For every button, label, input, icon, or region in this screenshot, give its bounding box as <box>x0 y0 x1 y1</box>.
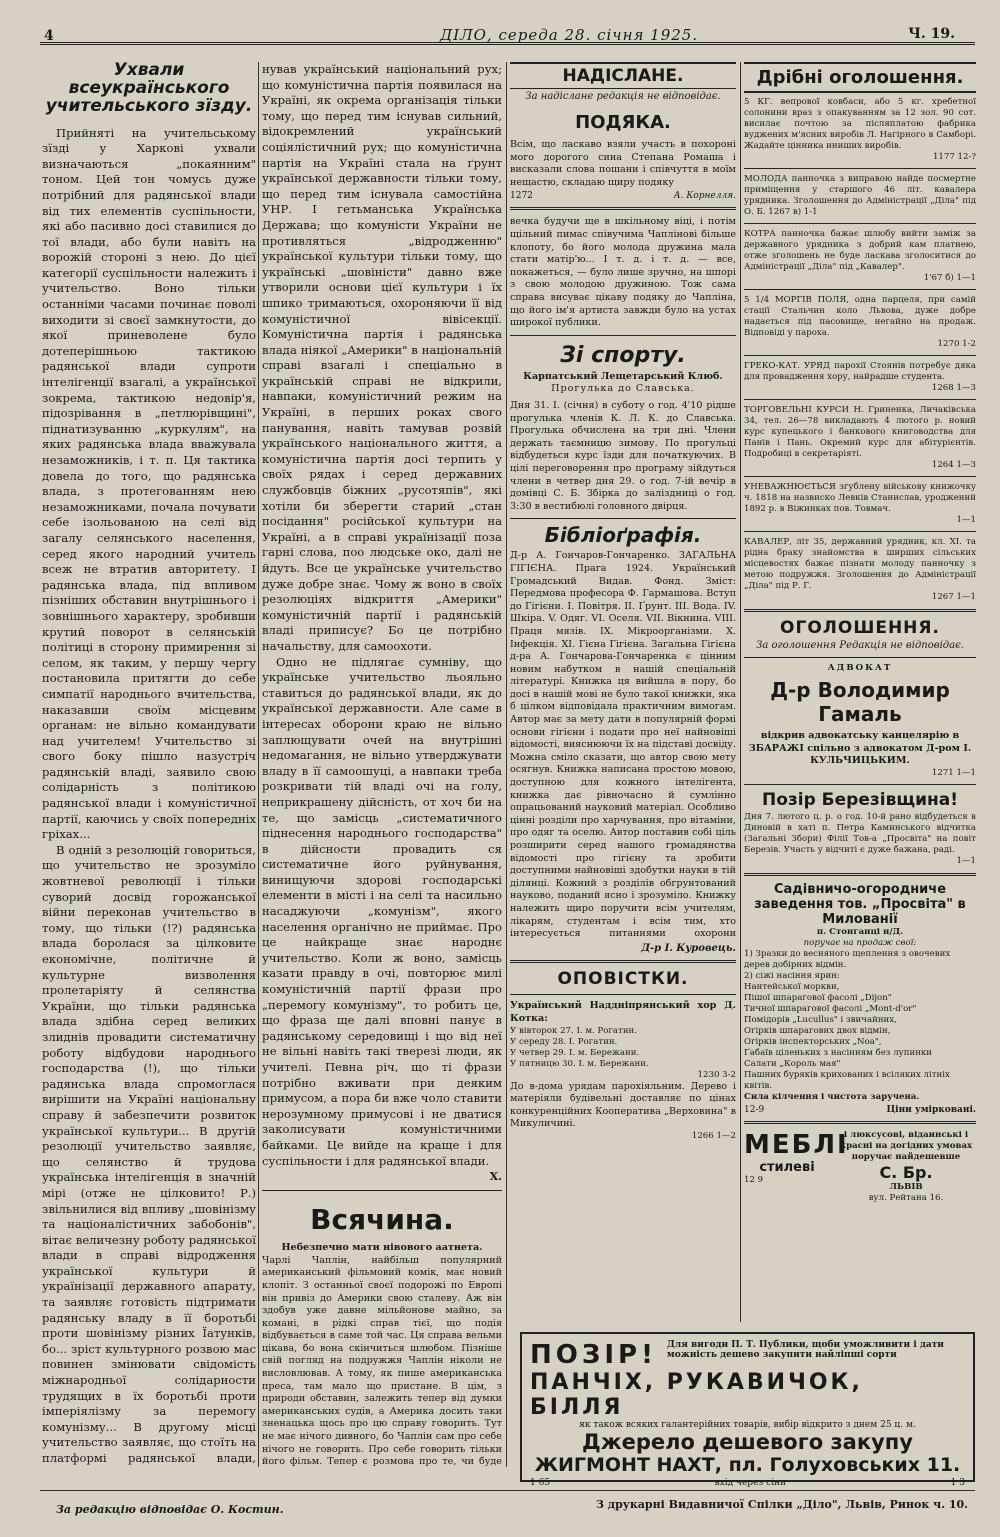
section-title-sport: Зі спорту. <box>560 342 686 368</box>
ad-footer-row <box>530 1478 965 1488</box>
classified-text: 5 КГ. вепрової ковбаси, або 5 кг. хребетної солонини враз з опакуванням за 12 зол. 90 сот. висилає почтою за післяплатою фабрика вуджених м'ясних виробів Л. Нагірного в Самборі. Жадайте цінника иниших виробів. <box>744 97 976 151</box>
advocate-text: відкрив адвокатську канцелярію в ЗБАРАЖІ спільно з адвокатом Д-ром І. КУЛЬЧИЦЬКИМ. <box>748 730 972 767</box>
printer-credit: З друкарні Видавничої Спілки „Діло", Львів, Ринок ч. 10. <box>596 1498 969 1511</box>
furniture-text: і люксусові, відаинські і красні на догідних умовах поручає найдешевше <box>839 1129 973 1162</box>
classified-number: 1270 1-2 <box>937 339 976 349</box>
garden-item: Тичної шпарагової фасолі „Mont-d'or" <box>744 1003 917 1014</box>
classified-text: УНЕВАЖНЮЄТЬСЯ згублену військову книжочку ч. 1818 на назвиско Левків Станислав, уроджений 1892 р. в Віжинках пов. Товмач. <box>744 482 976 514</box>
advocate-ad <box>744 663 976 779</box>
garden-item: Огірків інспекторських „Noa", <box>744 1036 882 1047</box>
garden-item: Помідорів „Lucullus" і звичайних, <box>744 1014 897 1025</box>
column-4 <box>744 62 976 1312</box>
furniture-number: 12 9 <box>744 1174 764 1185</box>
ad-goods: ПАНЧІХ, РУКАВИЧОК, БІЛЛЯ <box>530 1370 863 1420</box>
ad-slogan: Джерело дешевого закупу <box>582 1430 913 1454</box>
section-rule <box>744 609 976 612</box>
article-paragraph: В одній з резолюцій говориться, що учительство не зрозуміло жовтневої революції і тільки суворий досвід горожанської війни переконав учительство в тому, що тільки (!?) радянська влада боролася за цілковите економічне, політичне й культурне визволення пролетаріяту й селянства України, що тільки радянська влада здібна серед великих злиднів провадити систематичну роботу відбудови народнього господарства (!), що тільки радянська влада спромоглася вирішити на Україні національну справу й забезпечити розвиток української культури... В другій резолюції учительство заявляє, що селянство й трудова українська інтелігенція в значній мірі (отже не цілковито! Р.) звільнилися від впливу „шовінізму та націоналістичних забобонів", вітає величезну роботу радянської влади в справі відродження української культури й українізації державного апарату, та заявляє готовість підтримати радянську владу в її боротьбі проти шовінізму різних Їатунків, бо... зріст культурного розвою мас повинен змінювати свідомість міжнародньої солідарности трудящих в їх боротьбі проти імперіялізму за перемогу комунізму... В другому місці учительство заявляє, що стоїть на платформі радянської влади, <box>42 842 256 1465</box>
section-rule <box>262 1190 502 1191</box>
garden-intro: поручає на продаж свої: <box>803 937 917 948</box>
podyaka-text: Всім, що ласкаво взяли участь в похороні мого дорогого сина Степана Ромаша і висказали слова пошани і співчуття в моїм нещастю, складаю щиру подяку <box>510 139 736 188</box>
classified-number: 1264 1—3 <box>931 460 976 470</box>
classified-ad <box>744 97 976 163</box>
announcements-note: За оголошення Редакція не відповідає. <box>756 640 964 651</box>
ad-pozir: ПОЗІР! <box>530 1340 657 1370</box>
section-rule <box>510 207 736 210</box>
ad-entry: вхід через сіни <box>714 1478 787 1488</box>
advocate-name: Д-р Володимир Гамаль <box>770 678 950 726</box>
bibliography-text: Д-р А. Гончаров-Гончаренко. ЗАГАЛЬНА ГІГІЄНА. Прага 1924. Український Громадський Видав. Фонд. Зміст: Передмова професора Ф. Гармашова. Вступ до Гігієни. І. Повітря. II. Ґрунт. III. Вода. IV. Шкіра. V. Одяг. VI. Оселя. VII. Вікнина. VIII. Праця мязів. IX. Мікроорганізми. X. Інфекція. XI. Гієна Гігієна. Загальна Гігієна д-ра А. Гончарова-Гончаренка є цінним новим набутком в нашій спеціальній літературі. Книжка ця вийшла в пору, бо досі в нашій мові не було такої книжки, яка б цілком відповідала практичним вимогам. Автор має за мету дати в популярній формі основи гігієни і подати про неї найновіші відомості, вияснюючи їх на підставі досвіду. Можна сміло сказати, що автор свою мету осягнув. Книжка написана простою мовою, доступною для кожного інтелігента, книжка дає рівночасно й сумлінно опрацьований науковий матеріал. Особливо цінні розділи про харчування, про вітаміни, про одяг та оселю. Автор поставив собі ціль розширити серед нашого громадянства відомості про гігієну та зробити доступними найновіші здобутки науки в тій ділянці. Кожний з розділів обгрунтований науково, поданий ясно і зрозуміло. Книжку належить щиро поручити всім учителям, лікарям, студентам і всім тим, хто інтересується питаннями охорони <box>510 550 736 940</box>
garden-item: Пашних буряків крихованих і всіляких літніх квітів. <box>744 1069 950 1091</box>
podyaka-footer <box>510 191 736 201</box>
garden-item: Салати „Король мая" <box>744 1058 841 1069</box>
podyaka-number: 1272 <box>510 191 533 202</box>
notice-berezivshchyna <box>744 790 976 867</box>
section-rule <box>744 873 976 876</box>
advocate-number: 1271 1—1 <box>931 767 976 778</box>
article-body <box>42 126 256 1467</box>
section-title-opovistky: ОПОВІСТКИ. <box>557 969 689 990</box>
classified-rule <box>744 223 976 224</box>
schedule-row: У четвер 29. І. м. Бережани. <box>510 1047 640 1058</box>
garden-item: Пішої шпарагової фасолі „Dijon" <box>744 992 892 1003</box>
nadislane-note: За надіслане редакція не відповідає. <box>525 91 721 102</box>
classified-number: 1267 1—1 <box>931 592 976 602</box>
article-headline: Ухвали всеукраїнського учительського зїзду. <box>45 62 253 116</box>
garden-item: 2) сіжі насіння ярин: <box>744 970 840 981</box>
garden-title: Садівничо-огородниче заведення тов. „Просвіта" в Милованії <box>754 881 966 927</box>
opovistky-heading: Український Наддніпрянський хор Д. Котка: <box>510 1000 736 1024</box>
classified-rule <box>744 289 976 290</box>
column-divider <box>258 62 259 1467</box>
garden-item: 1) Зразки до весняного щеплення з овочевих дерев добірних відмін. <box>744 948 951 970</box>
section-title-nadislane: НАДІСЛАНЕ. <box>510 62 736 89</box>
opovistky-text-2: До в-дома урядам парохіяльним. Дерево і матеріяли будівельні доставляє по цінах конкуренційних Кооператива „Верховина" в Микуличині. <box>510 1080 736 1130</box>
masthead: ДІЛО, середа 28. січня 1925. <box>440 26 699 44</box>
ad-top-text: Для вигоди П. Т. Публики, щоби уможливити і дати можність дешево закупити найліпші сорти <box>666 1340 944 1360</box>
furniture-city: ЛЬВІВ <box>889 1181 923 1192</box>
column-3 <box>510 62 736 1467</box>
opovistky-schedule <box>510 1026 736 1070</box>
store-advertisement <box>520 1332 975 1488</box>
furniture-firm: С. Бр. <box>879 1162 933 1182</box>
vsiachyna-text: Чарлі Чаплін, найбільш популярний американський фільмовий комік, має новий клопіт. З останньої своєї подорожі по Европі він привіз до Америки свою сталеву. Аж він здобув уже давне мільйонове майно, за комані, в рідкі справ тієї, що подія відбувається в саме той час. Ця справа вельми цікава, бо вона скінчиться шлюбом. Пізніше свій погляд на подружжя Чаплін ніколи не висловлював. А тому, як пише американська преса, там мало що пристане. В цім, з природи обставин, залежить тепер від думки американських судів, а Америка досить таки зненацька щось про цю справу говорить. Тут не має нічого дивного, бо Чаплін сам про себе нічого не говорить. Про себе говорить тільки його фільм. Тепер є розмова про те, чи буде <box>262 1254 502 1467</box>
classified-number: 1177 12-? <box>932 152 976 162</box>
classified-text: ГРЕКО-КАТ. УРЯД парохії Стоянів потребує дяка для провадження хору, найрадше студента. <box>744 361 976 382</box>
garden-item: Ґабаїв ціленьких з насінням без лупинки <box>744 1047 933 1058</box>
classified-rule <box>744 168 976 169</box>
section-rule <box>744 1121 976 1124</box>
garden-item: Огірків шпарагових двох відмін, <box>744 1025 891 1036</box>
classified-text: 5 1/4 МОРГІВ ПОЛЯ, одна парцеля, при самій стації Стальчин коло Львова, дуже добре надається під пасовище, негайно на продаж. Відповіді у пароха. <box>744 295 976 338</box>
vsiachyna-subtitle: Небезпечно мати нівового аатнета. <box>281 1242 483 1254</box>
classified-rule <box>744 476 976 477</box>
column-divider <box>506 62 507 1467</box>
issue-number: Ч. 19. <box>908 26 955 42</box>
classified-text: ТОРГОВЕЛЬНІ КУРСИ Н. Гриненка, Личаківська 34, тел. 26—78 викладають 4 лютого р. новий курс купецького і банкового книговодства для Панів і Пань. Окремий курс для абітурієнтів. Подробиці в секретаріяті. <box>744 405 976 459</box>
section-title-classifieds: Дрібні оголошення. <box>744 62 976 93</box>
sport-subtitle-2: Прогулька до Славська. <box>551 383 695 395</box>
footer-rule <box>40 1490 975 1491</box>
schedule-row: У пятницю 30. І. м. Бережани. <box>510 1058 649 1069</box>
article-paragraph: нував український національний рух; що комуністична партія появилася на Україні, як окрема організація тільки тому, що перед тим існував сильний, відокремлений український соціялістичний рух; що комуністична партія на Україні стала на ґрунт української державности тільки тому, що перед тим існувала самостійна УНР. І гетьманська Українська Держава; що комуністи України не противляться „відродженню" української культури тільки тому, що українські „шовіністи" давно вже утворили основи цієї культури і їх шпико тримаються, охороняючи її від комуністичної вівісекції. Комуністична партія і радянська влада ніякої „Америки" в національній справі взагалі і спеціально в українській справі не відкрили, навпаки, комуністичний режим на Україні, в перших роках свого панування, навіть тамував розвій українського національного життя, а комуністична партія досі терпить у своїх рядах і серед державних службовців біжних „русотяпів", які хотіли би зберегти старий „стан посідання" російської культури на Україні, а в справі українізації поза гарні слова, поо людське око, далі не йдуть. Все це українське учительство дуже добре знає. Чому ж воно в своїх резолюціях відкриття „Америки" комуністичній партії і радянській владі приписує? Бо це потрібно начальству, для самоохоти. <box>262 62 502 653</box>
classified-ad <box>744 482 976 526</box>
article-paragraph: Одно не підлягає сумніву, що українське учительство льояльно ставиться до радянської влади, як до української державности. Але саме в інтересах оборони краю не вільно заплющувати очей на внутрішні недомагання, не вільно утверджувати владу в її самоошуці, а навпаки треба розкривати тій владі очі на голу, неприкрашену дійсність, от хоч би на те, що замісць „систематичного піднесення народнього господарства" в дійсности провадить ся систематичне його руйнування, винищуючи здорові господарські елементи в місті і на селі та насильно насаджуючи „комунізм", якого населення органічно не приймає. Про це найкраще знає народнє учительство. Коли ж воно, замісць казати правду в очі, повторює милі комуністичній партії фрази про „перемогу комунізму", то робить це, що фраза ще далі вповні панує в радянському середовищі і що від неї не вільні навіть такі тверезі люди, як учителі. Певна річ, що ті фрази потрібно вживати при деяким примусом, а пора би вже чоло ставити нерозумному примусові і не дватися заколисувати комуністичними байками. Це вийде на краще і для суспільности і для радянської влади. <box>262 654 502 1168</box>
section-rule <box>510 960 736 963</box>
garden-number: 12-9 <box>744 1104 765 1115</box>
garden-prices: Ціни умірковані. <box>886 1104 976 1115</box>
page-number: 4 <box>44 28 54 44</box>
section-title-bibliography: Бібліоґрафія. <box>544 523 702 548</box>
classified-text: МОЛОДА панночка з виправою найде посмертне приміщення у старшого 46 літ. кавалера урядника. Зголошення до Адміністрації „Діла" під О. Б. 1267 в) 1-1 <box>744 174 976 217</box>
notice-title: Позір Березівщина! <box>761 789 959 810</box>
classified-text: КАВАЛЕР, літ 35, державний урядник, кл. XI. та рідна браку знайомства в ширших сільських місцевостях бажає пізнати молоду панночку з метою подружжя. Зголошення до Адміністрації „Діла" під Р. Г. <box>744 537 976 591</box>
bibliography-signature: Д-р І. Куровець. <box>641 943 736 955</box>
classified-ad <box>744 295 976 350</box>
schedule-row: У середу 28. І. Рогатин. <box>510 1036 618 1047</box>
section-rule <box>744 657 976 658</box>
opovistky-number: 1230 3-2 <box>697 1069 736 1080</box>
editor-credit: За редакцію відповідає О. Костин. <box>56 1503 284 1516</box>
garden-footer: Сила кілчення і чистота заручена. <box>744 1091 920 1102</box>
section-rule <box>510 518 736 519</box>
classified-rule <box>744 355 976 356</box>
opovistky-number-2: 1266 1—2 <box>691 1130 736 1141</box>
classified-ad <box>744 174 976 218</box>
furniture-left <box>744 1129 849 1204</box>
sport-subtitle: Карпатський Лещетарський Клюб. <box>523 370 723 382</box>
section-rule <box>510 335 736 336</box>
article-signature: Х. <box>489 1170 502 1184</box>
section-title-announcements: ОГОЛОШЕННЯ. <box>780 618 940 638</box>
ad-firm: ЖИГМОНТ НАХТ, пл. Голуховських 11. <box>534 1454 961 1476</box>
garden-footer-row <box>744 1105 976 1115</box>
furniture-right <box>836 1130 976 1204</box>
article-continuation <box>262 62 502 1185</box>
classified-number: 1'67 б) 1—1 <box>923 273 976 283</box>
classified-ad <box>744 229 976 284</box>
ad-number-left: 1 65 <box>530 1478 551 1488</box>
section-rule <box>510 994 736 995</box>
furniture-subtitle: стилеві <box>759 1159 815 1175</box>
ad-mid-text: як також всяких галантерійних товарів, вибір відкрито з днем 25 ц. м. <box>579 1420 916 1430</box>
header-rule <box>40 42 975 45</box>
podyaka-signature: А. Корнелля. <box>673 191 736 202</box>
garden-items <box>744 949 976 1092</box>
garden-subtitle: п. Стонганці н/Д. <box>816 926 904 937</box>
article-paragraph: Прийняті на учительському зїзді у Харкові ухвали визначаються „покаянним" тоном. Цей тон чомусь дуже потрібний для радянської влади від тих елементів суспільности, які або пасивно досі ставилися до тої влади, або були навіть на ворожій стороні з нею. До цієї категорії суспільности належить і учительство. Воно тільки останніми часами починає поволі виходити зі своєї замкнутости, до якої приневолене було дотеперішньою тактикою радянської влади супроти інтелігенції взагалі, а української зокрема, тактикою недовір'я, підозрівання в „петлюрівщині", піднатизуванню „куркулям", на яких радянська влада вважувала незаможників, і т. п. Ця тактика довела до того, що радянська влада, з протегованням нею незаможниками, почала почувати себе ізольованою на селі від загалу селянського населення, серед якого народний учитель всеж не втратив авторитету. І радянська влада, під впливом пізніших обставин внутрішнього і зовнішнього характеру, зробивши крутий поворот в селянській політиці в сторону примирення зі селом, як таким, у першу чергу постановила притягти до себе симпатії народнього вчительства, наказавши своїм місцевим органам: не вільно командувати над учителем! Учительство зі свого боку пішло назустріч радянській владі, заявило свою солідарність з політикою радянської влади і комуністичної партії, каючись у своїх попередніх гріхах... <box>42 125 256 842</box>
sport-text: Дня 31. І. (січня) в суботу о год. 4'10 рідше прогулька членів К. Л. К. до Славська. Прогулька обчислена на три дні. Члени держать таємницю зимову. По прогульці відбудеться курс їзди для початкуючих. В цілі переговорення про програму зійдуться члени в четвер дня 29. о год. 7-ій вечір в домівці С. Б. Збірка до заліздниці о год. 3:30 в вестибюлі головного двірця. <box>510 400 736 512</box>
garden-item: Нантейської моркви, <box>744 981 840 992</box>
column-divider <box>740 62 741 1322</box>
furniture-ad <box>744 1130 976 1204</box>
classified-rule <box>744 531 976 532</box>
continuation-text: вечка будучи ще в шкільному віці, і потім щільний пимас співучима Чаплінові більше клопоту, бо його молода дружина мала стати матір'ю... І т. д. і т. д. — все, покажеться, — було лише зручно, на шпорі з свою молодою дружиною. Тож сама справа висуває цікаву подяку до Чапліна, що його ім'я артиста завжди було на устах широкої публики. <box>510 216 736 329</box>
notice-number: 1—1 <box>956 855 976 866</box>
classified-number: 1—1 <box>956 515 976 525</box>
classified-ad <box>744 361 976 394</box>
column-2 <box>262 62 502 1467</box>
ad-top-row <box>530 1340 965 1370</box>
section-rule <box>744 784 976 785</box>
schedule-row: У вівторок 27. І. м. Рогатин. <box>510 1025 638 1036</box>
section-title-vsiachyna: Всячина. <box>310 1202 454 1236</box>
furniture-address: вул. Рейтана 16. <box>868 1192 944 1203</box>
classified-number: 1268 1—3 <box>931 383 976 393</box>
column-1 <box>42 62 256 1467</box>
classified-ad <box>744 537 976 603</box>
notice-text: Дня 7. лютого ц. р. о год. 10-й рано відбудеться в Диновій в хаті п. Петра Каминського відчитка (Загальні Збори) Філії Тов-а „Просвіта" на повіт Березів. Участь у відчиті є дуже бажана, раді. <box>744 811 976 855</box>
classified-text: КОТРА панночка бажає шлюбу вийти заміж за державного урядника з добрий кам платнею, отже зголошень не буде ласкава зголоситися до Адміністрації „Діла" під „Кавалер". <box>744 229 976 272</box>
classified-rule <box>744 399 976 400</box>
podyaka-title: ПОДЯКА. <box>575 112 671 133</box>
advocate-label: АДВОКАТ <box>827 663 893 673</box>
furniture-title: МЕБЛІ <box>744 1129 849 1160</box>
classified-ad <box>744 405 976 471</box>
garden-ad <box>744 882 976 1115</box>
ad-number-right: 1 3 <box>950 1478 965 1488</box>
